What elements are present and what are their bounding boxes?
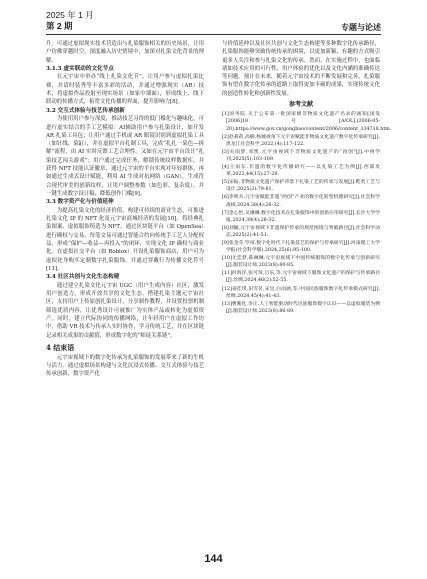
paragraph: 为提高扎染文化的经济价值，构建可持续的商业生态，可推进扎染文化 IP 的 NFT 化及元宇宙商城经济的发展[10]。将经典扎染图案、虚拟服饰铸造为 NFT，通过区块链平台（如 OpenSea）进行确权与交易。每笔交易可通过智能合约向传统手工艺人分配权益，形成“保护—收益—再投入”的闭环，实现文化 IP 确权与商业化。在虚拟社交平台（如 Roblox）开设扎染服饰商店，用户可为虚拟化身购买定制数字扎染服饰，并通过穿戴行为传播文化符号[11]。: [46, 207, 204, 272]
issue-date: 2025 年 1 月: [46, 10, 94, 20]
reference-item: [3]关雨梦,邓凯.元宇宙视域下非物质文化遗产的“再创”[J].中州学刊,2025(5):103-109.: [222, 149, 380, 162]
reference-item: [11]何海洋,张可珍,吕乐,等.元宇宙视域下服饰文化遗产的保护与传承路径[J].丝绸,2024,46(2):52-55.: [222, 271, 380, 284]
reference-item: [2]赵莉莉,高楠,杨城视角下元宇宙赋能非物质文化遗产数字化传承研究[J].黑龙江社会科学,2022,(4):117-122.: [222, 134, 380, 147]
paragraph: 升。可通过虚拟现实技术营造出与扎染服饰相关的历史场景，让用户仿佛穿越时空，深度融入历史情境中，加深对扎染文化背景的理解。: [46, 41, 204, 64]
subsection-heading-3-4: 3.4 社区共创与文化生态构建: [46, 274, 120, 281]
reference-item: [10]尤佳梦,陈琳琳.元宇宙视域下中国传统服饰的数字化传承与创新研究[J].服装设计师,2023(8):80-85.: [222, 256, 380, 269]
subsection-heading-3-2: 3.2 交互式体验与技艺传承创新: [46, 107, 125, 114]
paragraph: 为使用用户参与深度，推动技艺习得的低门槛化与趣味化，可进行虚实结合的手工艺模拟：AI辅助用户参与扎染设计，如开发 AR 扎染工具包；让用户通过手机或 AR 眼镜识别到虚拟扎染工具（如针线、染缸），并在虚拟平台扎制工具，完成“扎扎一染色—拆解”流程，由 AI 实时反馈工艺合理性。又如在元宇宙平台设计“扎染技艺闯关游戏”；用户通过完成任务，解锁传统纹样数据库，并获得 NFT 技能认证徽章，通过元宇宙的平台实现对年轻群体。再如通过生成式设计赋能，利用 AI 生成对抗网络（GAN），生成符合现代审美的创新纹样，让用户调整参数（如色彩、复杂度），并一键生成数字设计稿，降低创作门槛[9]。: [46, 116, 204, 197]
right-column: [222, 40, 392, 316]
left-column: [46, 40, 204, 379]
references-title: 参考文献: [288, 101, 313, 109]
header-rule: [46, 34, 381, 35]
reference-item: [1]国务院.关于公布第一批国家级非物质文化遗产名录的通知[国发[2006]18号[A/OL].(2006-05-20).https://www.gov.cn/gongbao/content/2006/content_334718.htm.: [222, 112, 392, 132]
reference-item: [12]姜佳琪,田雪茗,宋昱,白雨涵,等.中国民族服饰数字化传承模式研究[J].丝绸,2024,45(4):41-43.: [222, 286, 380, 299]
subsection-heading-3-3: 3.3 数字资产化与价值延伸: [46, 199, 114, 206]
reference-item: [13]曹紫化,李正.人工智能驱动时代民族服饰数字认识——以虚拟服装为例[J].服装设计师,2023(8):86-89.: [222, 301, 380, 314]
section-heading-conclusion: 4 结束语: [46, 342, 75, 352]
reference-item: [9]张金芬,罗靖.数字化时代下扎染技艺的保护与传承研究[J].河南理工大学学报(社会科学版),2024,25(6):95-100.: [222, 240, 380, 254]
issue-info: [46, 10, 94, 32]
reference-item: [5]宋振.非物质文化遗产保护背景下扎染工艺的传承与发展[J].鞋类工艺与设计,2025(2):79-81.: [222, 180, 380, 193]
reference-item: [7]金心怡,吴琳琳.数字化技术在扎染服饰中的创新应用研究[J].长沙大学学报,2024,38(4):26-32.: [222, 210, 380, 223]
section-name: 专题与论述: [341, 23, 381, 32]
reference-list: [222, 111, 392, 315]
subsection-heading-3-1-3: 3.1.3 虚实联动的文化节点: [46, 65, 114, 72]
paragraph: 通过建立扎染文化元宇宙 UGC（用户生成内容）社区，激发用户创造力，形成开放共享的文化生态。搭建扎染主题元宇宙社区，支持用户上传原创扎染设计，分享制作教程，并设置投票机制筛选优质内容，让优秀设计可被推广为实体产品或转化为虚拟资产。同时，建立代际协同的传播网络，让年轻用户在虚拟工作坊中，借助 VR 技术与传承人实时协作，学习传统工艺，并在区块链记录相关成果的贡献值，形成数字化的“师徒关系链”。: [46, 282, 204, 339]
reference-item: [6]李明兵.元宇宙赋能非遗“两创”产业的数字化转型机理研究[J].社会科学战线,2024,38(4):26-32.: [222, 195, 380, 208]
paragraph: 与价值延伸以及社区共创与文化生态构建等多种数字化传承路径，扎染服饰能够突破传统传承的困境，以更加新颖、有趣的方式吸引更多人关注和参与扎染文化的传承。然而，在实施过程中，也面临诸如技术应用的可行性、用户体验的优化以及文化内涵的准确传达等问题。预计在未来，随着元宇宙技术的不断发展和完善，扎染服饰有望在数字化传承的道路上取得更加丰硕的成果，实现传统文化的创造性转化和创新性发展。: [222, 41, 380, 97]
paragraph: 在元宇宙中举办“线上扎染文化节”，让用户参与虚拟扎染比赛，并请时装秀等丰富多彩的活动，并通过增强现实（AR）技术，将虚拟作品投射至现实场景（如家中墙面），形成线上、线下联动的传播方式，拓宽文化传播的界面，提升影响力[8]。: [46, 74, 204, 106]
issue-number: 第 2 期: [46, 21, 73, 31]
paragraph: 元宇宙视域下的数字化传承为扎染服饰的发展带来了新的生机与活力。通过虚拟场景构建与文化沉浸式传播、交互式体验与技艺传承创新、数字资产化: [46, 354, 204, 378]
reference-item: [8]刘毓,元宇宙视域下非遗保护传承的规范困境与突破路径[J].社会科学动态,2025(2):41-51.: [222, 225, 380, 238]
reference-item: [4]王雨东.非遗的数字化传播研究——以扎染工艺为例[J].西部皮革,2022,44(15):27-29.: [222, 165, 380, 178]
page-number: 144: [204, 553, 223, 565]
